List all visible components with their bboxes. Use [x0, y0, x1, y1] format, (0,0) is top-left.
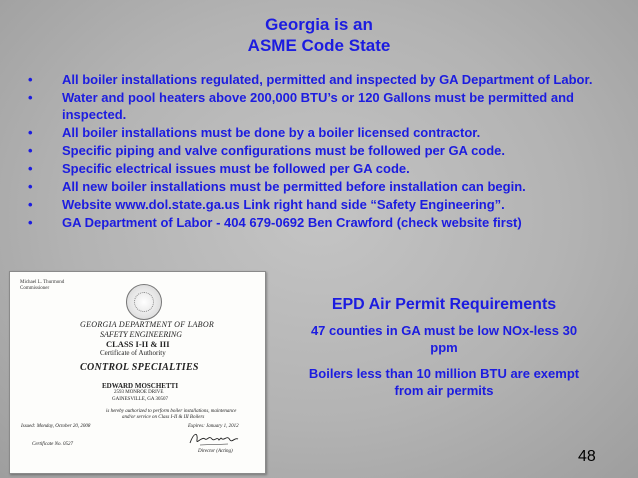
bullet-text: All boiler installations regulated, permitted and inspected by GA Department of Labor.: [62, 72, 593, 87]
slide-title: [0, 14, 638, 56]
bullet-text: GA Department of Labor - 404 679-0692 Ben Crawford (check website first): [62, 214, 522, 230]
certificate-company: CONTROL SPECIALTIES: [80, 362, 199, 373]
bullet-icon: •: [28, 196, 33, 212]
bullet-icon: •: [28, 142, 33, 158]
certificate-address-line-2: GAINESVILLE, GA 30507: [112, 397, 168, 402]
state-seal-icon: [126, 284, 162, 320]
certificate-division: SAFETY ENGINEERING: [100, 330, 182, 339]
certificate-authorization-line-2: and/or service on Class I-II & III Boilers: [122, 415, 205, 420]
signature-icon: [188, 430, 240, 448]
bullet-text: Water and pool heaters above 200,000 BTU’s or 120 Gallons must be permitted and inspected.: [62, 90, 574, 122]
commissioner-name-line: Michael L. Thurmond: [20, 280, 65, 285]
certificate-authorization-line-1: is hereby authorized to perform boiler installations, maintenance: [106, 409, 237, 414]
bullet-list: [24, 72, 624, 233]
epd-nox-line-2: ppm: [430, 340, 458, 355]
bullet-item: [24, 90, 624, 123]
certificate-address-line-1: 2593 MONROE DRIVE: [114, 390, 164, 395]
bullet-item: [24, 179, 624, 196]
certificate-expiry-date: Expires: January 1, 2012: [188, 424, 239, 429]
slide-title-line-2: ASME Code State: [247, 36, 391, 55]
bullet-item: [24, 197, 624, 214]
epd-exempt-line-1: Boilers less than 10 million BTU are exempt: [308, 366, 580, 381]
bullet-text: Website www.dol.state.ga.us Link right hand side “Safety Engineering”.: [62, 196, 505, 212]
bullet-item: [24, 161, 624, 178]
bullet-text: Specific electrical issues must be followed per GA code.: [62, 160, 410, 176]
page-number: 48: [578, 448, 596, 465]
bullet-item: [24, 125, 624, 142]
bullet-text: Specific piping and valve configurations must be followed per GA code.: [62, 142, 506, 158]
bullet-icon: •: [28, 90, 33, 105]
epd-nox-line-1: 47 counties in GA must be low NOx-less 30: [310, 323, 578, 338]
bullet-item: [24, 143, 624, 160]
bullet-icon: •: [28, 124, 33, 140]
epd-exempt-text: [286, 365, 602, 399]
slide-title-line-1: Georgia is an: [265, 15, 373, 34]
bullet-text: All boiler installations must be done by a boiler licensed contractor.: [62, 124, 481, 140]
bullet-icon: •: [28, 160, 33, 176]
commissioner-name: [20, 280, 64, 292]
certificate-number: Certificate No. 0527: [32, 442, 73, 447]
bullet-item: [24, 215, 624, 232]
bullet-item: [24, 72, 624, 89]
epd-nox-text: [286, 322, 602, 356]
epd-exempt-line-2: from air permits: [394, 383, 494, 398]
commissioner-title-line: Commissioner: [20, 286, 50, 291]
bullet-icon: •: [28, 72, 33, 87]
epd-heading: EPD Air Permit Requirements: [331, 296, 557, 313]
certificate-department: GEORGIA DEPARTMENT OF LABOR: [80, 320, 215, 329]
certificate-type: Certificate of Authority: [100, 349, 166, 357]
certificate-holder: EDWARD MOSCHETTI: [102, 382, 179, 390]
certificate-signer-title: Director (Acting): [198, 449, 233, 454]
bullet-icon: •: [28, 214, 33, 230]
certificate-class: CLASS I-II & III: [106, 339, 170, 349]
certificate-issued-date: Issued: Monday, October 20, 2008: [21, 424, 91, 429]
bullet-text: All new boiler installations must be permitted before installation can begin.: [62, 178, 526, 194]
certificate-image: [9, 271, 266, 474]
bullet-icon: •: [28, 178, 33, 194]
